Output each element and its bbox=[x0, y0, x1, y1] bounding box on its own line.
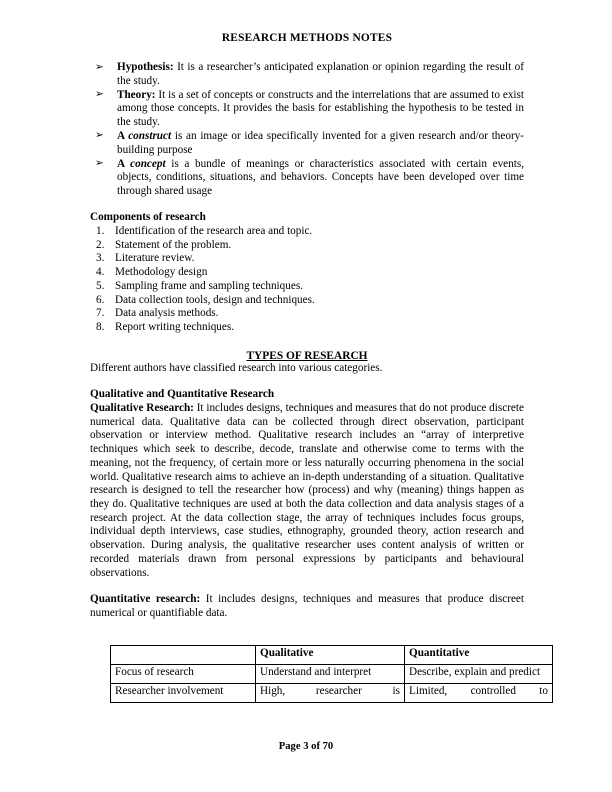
definition-term: construct bbox=[128, 129, 172, 142]
list-item bbox=[90, 89, 524, 130]
cell-qualitative-focus: Understand and interpret bbox=[256, 665, 405, 684]
table-row bbox=[111, 684, 553, 703]
item-number: 5. bbox=[96, 279, 105, 292]
quantitative-term: Quantitative research: bbox=[90, 593, 201, 606]
components-heading: Components of research bbox=[90, 211, 206, 224]
item-number: 3. bbox=[96, 252, 105, 265]
row-label-researcher-involvement: Researcher involvement bbox=[111, 684, 256, 703]
item-text: Statement of the problem. bbox=[115, 238, 232, 251]
table-header-cell-quantitative: Quantitative bbox=[405, 646, 553, 665]
item-text: Data collection tools, design and techniques. bbox=[115, 293, 315, 306]
item-number: 4. bbox=[96, 266, 105, 279]
arrow-bullet-icon: ➢ bbox=[95, 158, 104, 170]
list-item bbox=[90, 321, 524, 335]
quantitative-research-paragraph bbox=[90, 593, 524, 620]
item-text: Literature review. bbox=[115, 252, 195, 265]
item-text: Sampling frame and sampling techniques. bbox=[115, 279, 303, 292]
list-item bbox=[90, 239, 524, 253]
item-number: 1. bbox=[96, 225, 105, 238]
definition-text: is an image or idea specifically invented for a given research and/or theory-building purpose bbox=[117, 129, 525, 156]
row-label-focus-of-research: Focus of research bbox=[111, 665, 256, 684]
list-item bbox=[90, 294, 524, 308]
qualitative-research-paragraph bbox=[90, 402, 524, 580]
item-text: Report writing techniques. bbox=[115, 320, 234, 333]
item-text: Identification of the research area and topic. bbox=[115, 225, 313, 238]
qualitative-quantitative-comparison-table bbox=[110, 645, 553, 703]
cell-qualitative-involvement bbox=[256, 684, 405, 703]
page-content bbox=[90, 32, 524, 621]
list-item bbox=[90, 280, 524, 294]
definitions-list bbox=[90, 61, 524, 198]
item-number: 7. bbox=[96, 307, 105, 320]
page-footer: Page 3 of 70 bbox=[278, 741, 334, 752]
arrow-bullet-icon: ➢ bbox=[95, 61, 104, 73]
page-title: RESEARCH METHODS NOTES bbox=[221, 32, 393, 44]
item-text: Data analysis methods. bbox=[115, 307, 219, 320]
item-text: Methodology design bbox=[115, 266, 208, 279]
list-item bbox=[90, 252, 524, 266]
arrow-bullet-icon: ➢ bbox=[95, 89, 104, 101]
list-item bbox=[90, 266, 524, 280]
table-header-row bbox=[111, 646, 553, 665]
table-row bbox=[111, 665, 553, 684]
quantitative-text: It includes designs, techniques and measures that produce discreet numerical or quantifiable data. bbox=[90, 593, 524, 619]
list-item bbox=[90, 158, 524, 199]
types-of-research-intro: Different authors have classified research into various categories. bbox=[90, 361, 383, 374]
table-header-cell-qualitative: Qualitative bbox=[256, 646, 405, 665]
definition-term: Theory: bbox=[117, 88, 156, 101]
list-item bbox=[90, 225, 524, 239]
definition-text: It is a researcher’s anticipated explanation or opinion regarding the result of the study. bbox=[117, 61, 524, 87]
cell-qualitative-involvement-text: High, researcher is bbox=[260, 685, 400, 697]
table-header-cell-empty bbox=[111, 646, 256, 665]
definition-term: concept bbox=[130, 157, 166, 170]
list-item bbox=[90, 130, 524, 157]
qualitative-text: It includes designs, techniques and measures that do not produce discrete numerical data. Qualitative data can be collected through direct observation, participant observation or interview method. Qualitative research includes an “array of interpretive techniques which seek to describe, decode, translate and otherwise come to terms with the meaning, not the frequency, of certain more or less naturally occurring phenomena in the social world. Qualitative research aims to achieve an in-depth understanding of a situation. Qualitative research is designed to tell the researcher how (process) and why (meaning) things happen as they do. Qualitative techniques are used at both the data collection and data analysis stages of a research project. At the data collection stage, the array of techniques includes focus groups, individual depth interviews, case studies, ethnography, grounded theory, action research and observation. During analysis, the qualitative researcher uses content analysis of written or recorded materials drawn from personal expressions by participants and behavioural observations. bbox=[90, 402, 524, 579]
item-number: 2. bbox=[96, 238, 105, 251]
definition-lead: A bbox=[117, 157, 131, 170]
list-item bbox=[90, 61, 524, 88]
definition-text: It is a set of concepts or constructs and the interrelations that are assumed to exist among those concepts. It provides the basis for establishing the hypothesis to be tested in the study. bbox=[117, 88, 524, 128]
cell-quantitative-focus: Describe, explain and predict bbox=[405, 665, 553, 684]
arrow-bullet-icon: ➢ bbox=[95, 130, 104, 142]
qualitative-quantitative-subheading: Qualitative and Quantitative Research bbox=[90, 388, 275, 401]
cell-quantitative-involvement bbox=[405, 684, 553, 703]
item-number: 6. bbox=[96, 293, 105, 306]
definition-term: Hypothesis: bbox=[117, 61, 174, 73]
list-item bbox=[90, 307, 524, 321]
item-number: 8. bbox=[96, 320, 105, 333]
qualitative-term: Qualitative Research: bbox=[90, 402, 194, 415]
components-list bbox=[90, 225, 524, 335]
cell-quantitative-involvement-text: Limited, controlled to bbox=[409, 685, 548, 697]
types-of-research-heading-text: TYPES OF RESEARCH bbox=[246, 349, 368, 362]
types-of-research-heading bbox=[90, 350, 524, 362]
definition-lead: A bbox=[117, 129, 129, 142]
definition-text: is a bundle of meanings or characteristics associated with certain events, objects, conditions, situations, and behaviors. Concepts have been developed over time through shared usage bbox=[117, 157, 524, 197]
